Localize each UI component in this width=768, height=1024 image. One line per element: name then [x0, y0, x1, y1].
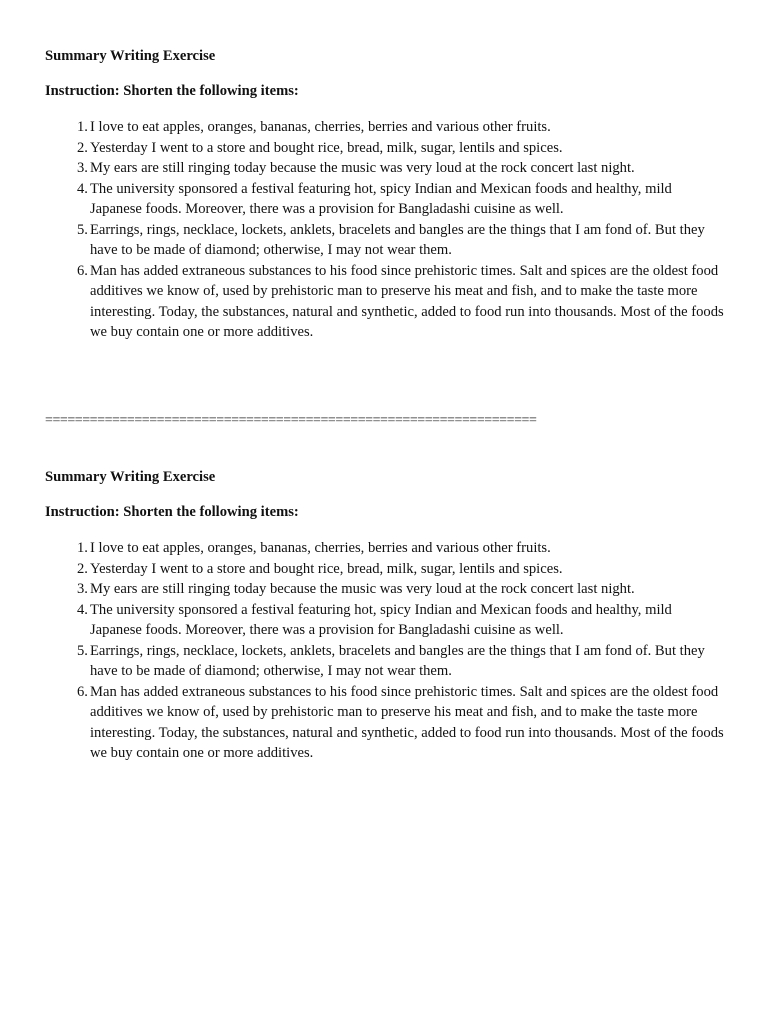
item-text: The university sponsored a festival featuring hot, spicy Indian and Mexican foods and healthy, mild Japanese foods. Moreover, there was a provision for Bangladashi cuisine as well.	[90, 180, 672, 217]
list-item	[45, 641, 735, 682]
section-instruction: Instruction: Shorten the following items:	[45, 83, 299, 99]
list-item	[45, 538, 735, 559]
list-item	[45, 158, 735, 179]
list-item	[45, 559, 735, 580]
exercise-section-2	[45, 467, 735, 764]
item-number: 6.	[77, 262, 88, 279]
item-number: 4.	[77, 180, 88, 197]
item-number: 4.	[77, 601, 88, 618]
section-divider: ==================================================================	[45, 413, 537, 428]
item-text: My ears are still ringing today because the music was very loud at the rock concert last night.	[90, 581, 635, 597]
list-item	[45, 682, 735, 764]
section-instruction: Instruction: Shorten the following items:	[45, 504, 299, 520]
item-text: I love to eat apples, oranges, bananas, cherries, berries and various other fruits.	[90, 119, 551, 135]
item-text: The university sponsored a festival featuring hot, spicy Indian and Mexican foods and healthy, mild Japanese foods. Moreover, there was a provision for Bangladashi cuisine as well.	[90, 601, 672, 638]
list-item	[45, 600, 735, 641]
item-text: My ears are still ringing today because the music was very loud at the rock concert last night.	[90, 160, 635, 176]
item-number: 5.	[77, 221, 88, 238]
list-item	[45, 220, 735, 261]
item-text: Man has added extraneous substances to his food since prehistoric times. Salt and spices are the oldest food additives we know of, used by prehistoric man to preserve his meat and fish, and to make the taste more interesting. Today, the substances, natural and synthetic, added to food run into thousands. Most of the foods we buy contain one or more additives.	[90, 262, 724, 340]
exercise-item-list	[45, 538, 735, 764]
exercise-section-1	[45, 46, 735, 343]
exercise-item-list	[45, 117, 735, 343]
list-item	[45, 117, 735, 138]
item-number: 3.	[77, 581, 88, 597]
item-number: 2.	[77, 560, 88, 577]
item-text: Yesterday I went to a store and bought rice, bread, milk, sugar, lentils and spices.	[90, 139, 563, 156]
item-text: I love to eat apples, oranges, bananas, cherries, berries and various other fruits.	[90, 540, 551, 556]
item-number: 6.	[77, 683, 88, 700]
item-text: Man has added extraneous substances to his food since prehistoric times. Salt and spices are the oldest food additives we know of, used by prehistoric man to preserve his meat and fish, and to make the taste more interesting. Today, the substances, natural and synthetic, added to food run into thousands. Most of the foods we buy contain one or more additives.	[90, 683, 724, 761]
item-number: 3.	[77, 160, 88, 176]
list-item	[45, 579, 735, 600]
section-heading: Summary Writing Exercise	[45, 469, 216, 485]
list-item	[45, 261, 735, 343]
item-number: 2.	[77, 139, 88, 156]
item-number: 5.	[77, 642, 88, 659]
section-heading: Summary Writing Exercise	[45, 48, 216, 64]
item-text: Yesterday I went to a store and bought rice, bread, milk, sugar, lentils and spices.	[90, 560, 563, 577]
item-number: 1.	[77, 540, 88, 556]
list-item	[45, 179, 735, 220]
item-text: Earrings, rings, necklace, lockets, anklets, bracelets and bangles are the things that I am fond of. But they have to be made of diamond; otherwise, I may not wear them.	[90, 221, 705, 258]
item-text: Earrings, rings, necklace, lockets, anklets, bracelets and bangles are the things that I am fond of. But they have to be made of diamond; otherwise, I may not wear them.	[90, 642, 705, 679]
list-item	[45, 138, 735, 159]
item-number: 1.	[77, 119, 88, 135]
